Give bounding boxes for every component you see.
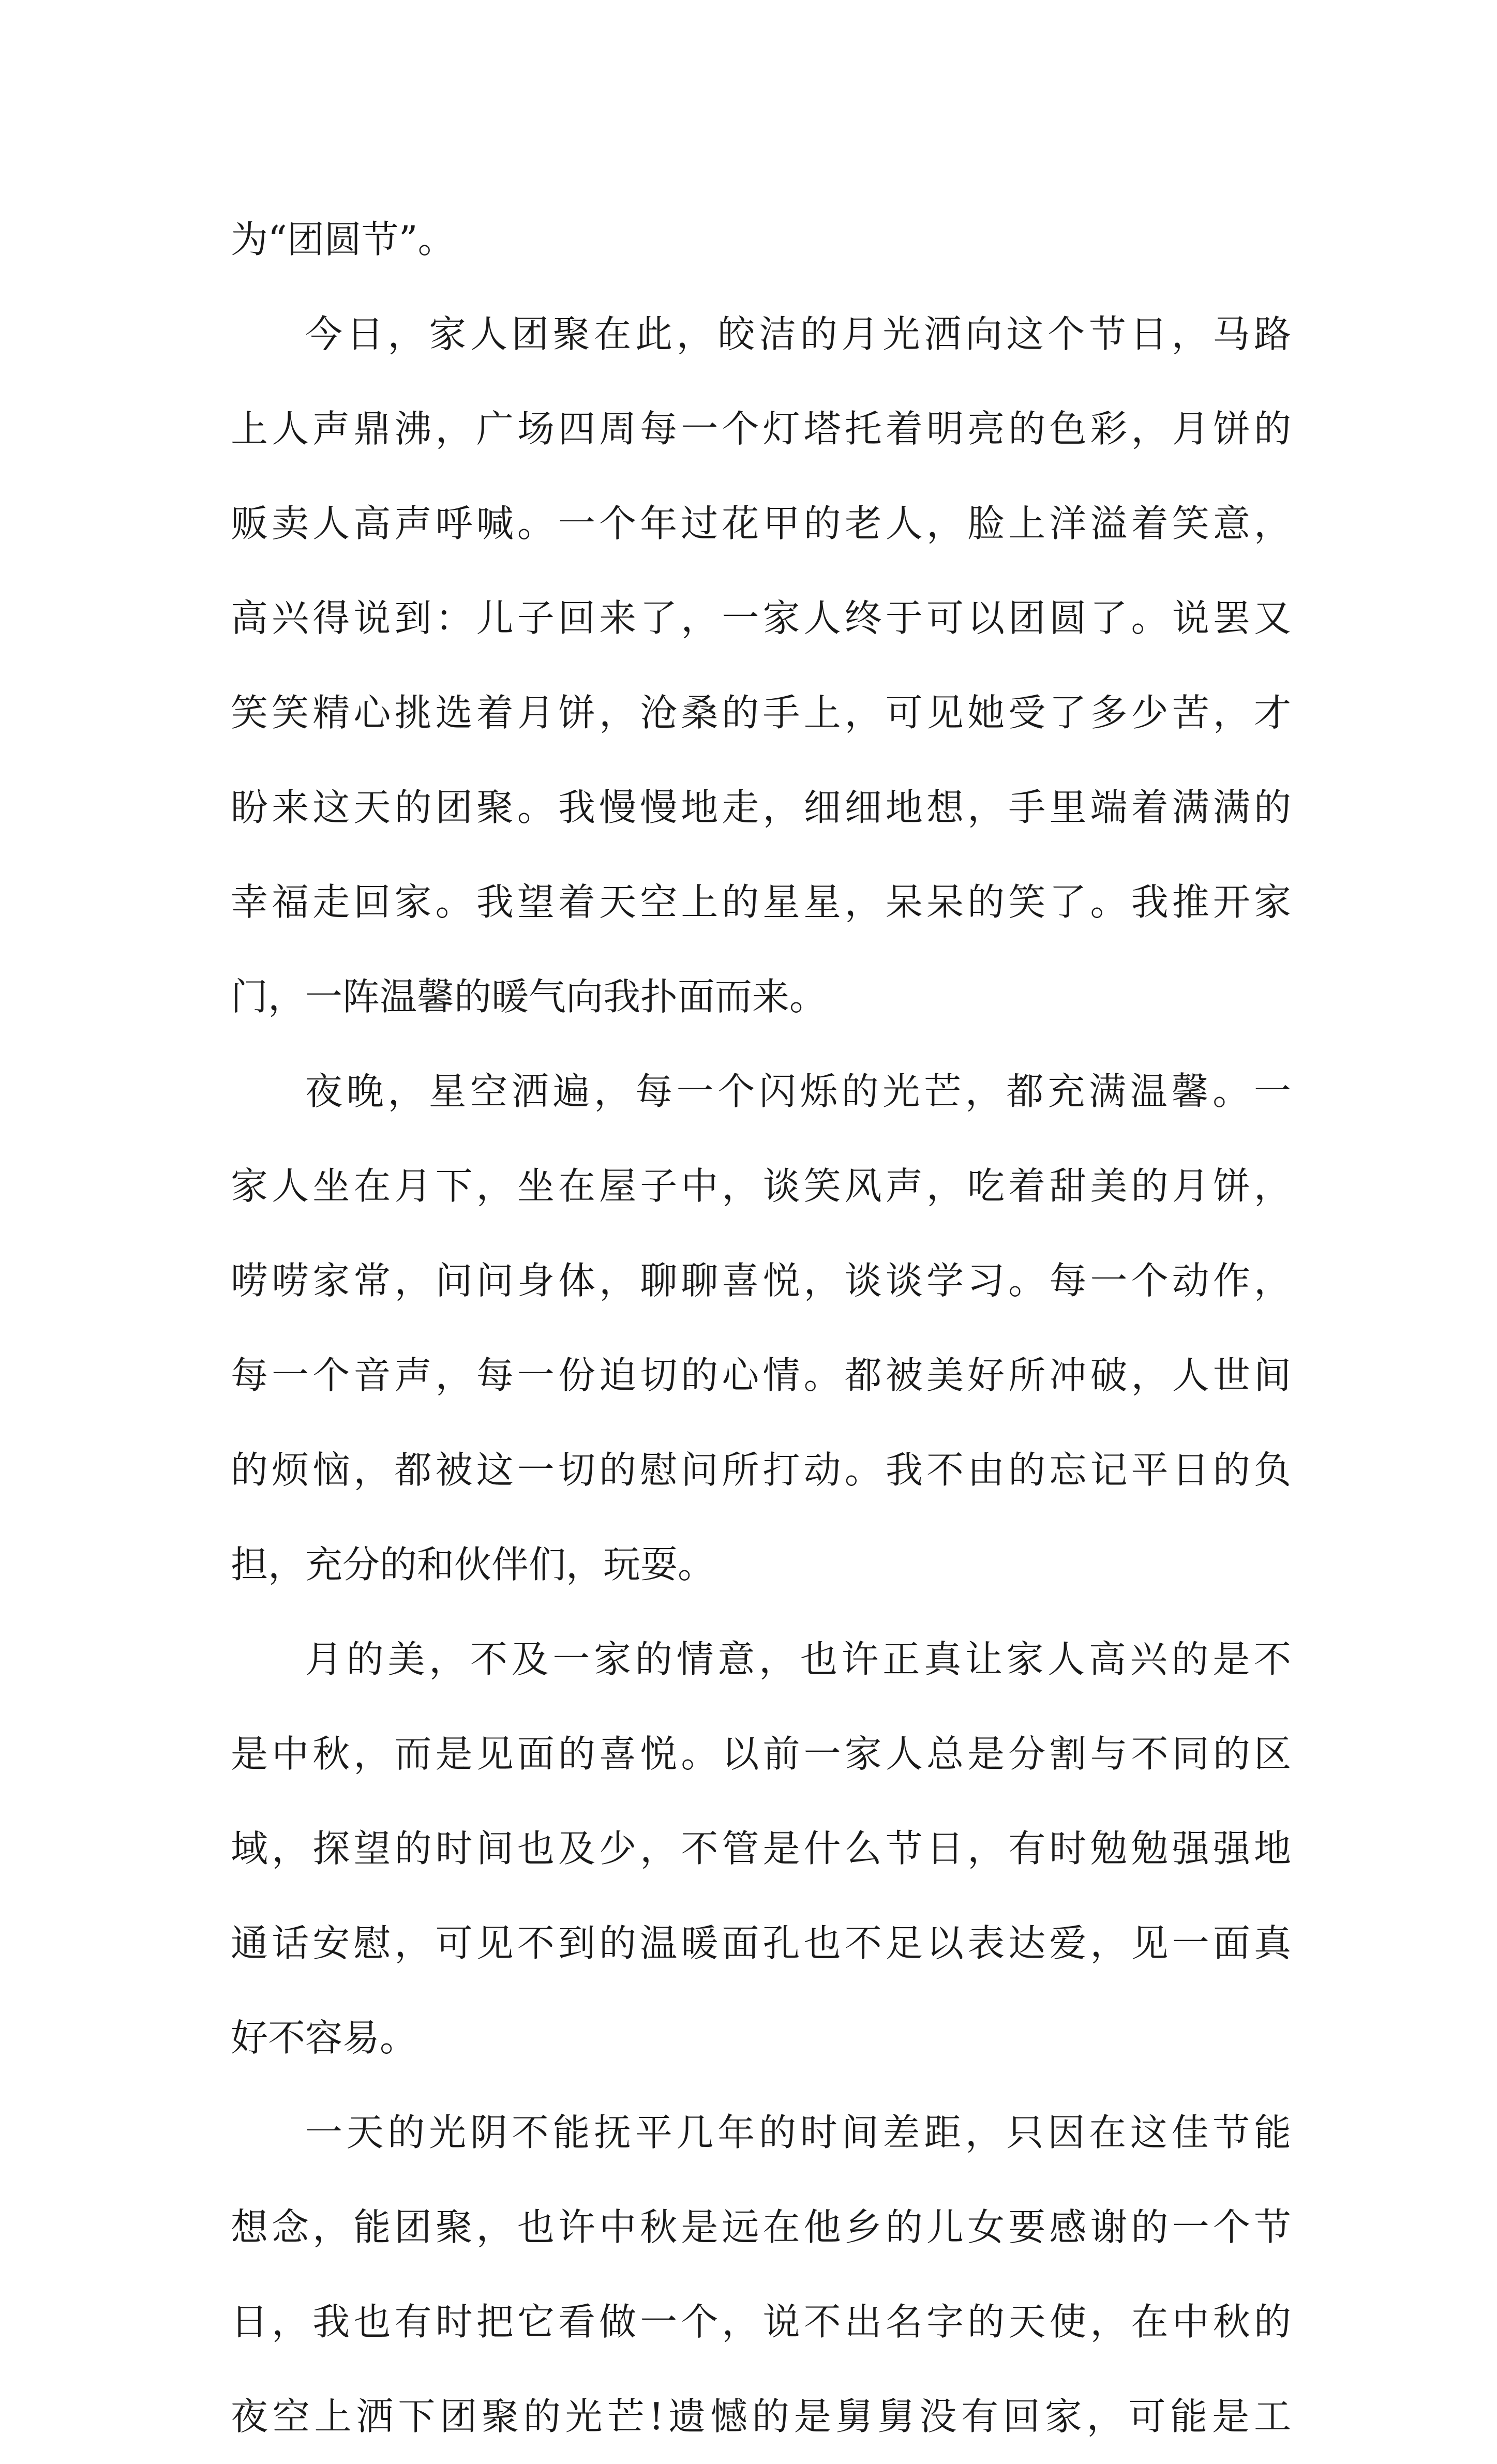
text-line: 的烦恼，都被这一切的慰问所打动。我不由的忘记平日的负 — [231, 1448, 1291, 1492]
text-line: 好不容易。 — [231, 2016, 417, 2060]
text-line: 日，我也有时把它看做一个，说不出名字的天使，在中秋的 — [231, 2300, 1291, 2343]
text-line: 唠唠家常，问问身体，聊聊喜悦，谈谈学习。每一个动作， — [231, 1259, 1291, 1302]
text-line: 担，充分的和伙伴们，玩耍。 — [231, 1543, 715, 1586]
text-line: 上人声鼎沸，广场四周每一个灯塔托着明亮的色彩，月饼的 — [231, 407, 1291, 450]
text-line: 想念，能团聚，也许中秋是远在他乡的儿女要感谢的一个节 — [231, 2205, 1291, 2249]
text-line: 夜晚，星空洒遍，每一个闪烁的光芒，都充满温馨。一 — [305, 1070, 1291, 1113]
text-line: 夜空上洒下团聚的光芒!遗憾的是舅舅没有回家，可能是工 — [231, 2395, 1291, 2438]
text-line: 门，一阵温馨的暖气向我扑面而来。 — [231, 975, 827, 1018]
text-line: 是中秋，而是见面的喜悦。以前一家人总是分割与不同的区 — [231, 1732, 1291, 1776]
text-line: 贩卖人高声呼喊。一个年过花甲的老人，脸上洋溢着笑意， — [231, 502, 1291, 545]
text-line: 为“团圆节”。 — [231, 218, 455, 261]
text-line: 幸福走回家。我望着天空上的星星，呆呆的笑了。我推开家 — [231, 880, 1291, 924]
text-line: 一天的光阴不能抚平几年的时间差距，只因在这佳节能 — [305, 2111, 1291, 2154]
body-text — [231, 192, 1291, 2464]
text-line: 域，探望的时间也及少，不管是什么节日，有时勉勉强强地 — [231, 1827, 1291, 1870]
text-line: 家人坐在月下，坐在屋子中，谈笑风声，吃着甜美的月饼， — [231, 1164, 1291, 1208]
text-line: 盼来这天的团聚。我慢慢地走，细细地想，手里端着满满的 — [231, 786, 1291, 829]
text-line: 月的美，不及一家的情意，也许正真让家人高兴的是不 — [305, 1637, 1291, 1681]
text-line: 今日，家人团聚在此，皎洁的月光洒向这个节日，马路 — [305, 312, 1291, 356]
text-line: 高兴得说到：儿子回来了，一家人终于可以团圆了。说罢又 — [231, 596, 1291, 640]
text-line: 通话安慰，可见不到的温暖面孔也不足以表达爱，见一面真 — [231, 1921, 1291, 1965]
text-line: 每一个音声，每一份迫切的心情。都被美好所冲破，人世间 — [231, 1354, 1291, 1397]
text-line: 笑笑精心挑选着月饼，沧桑的手上，可见她受了多少苦，才 — [231, 691, 1291, 734]
